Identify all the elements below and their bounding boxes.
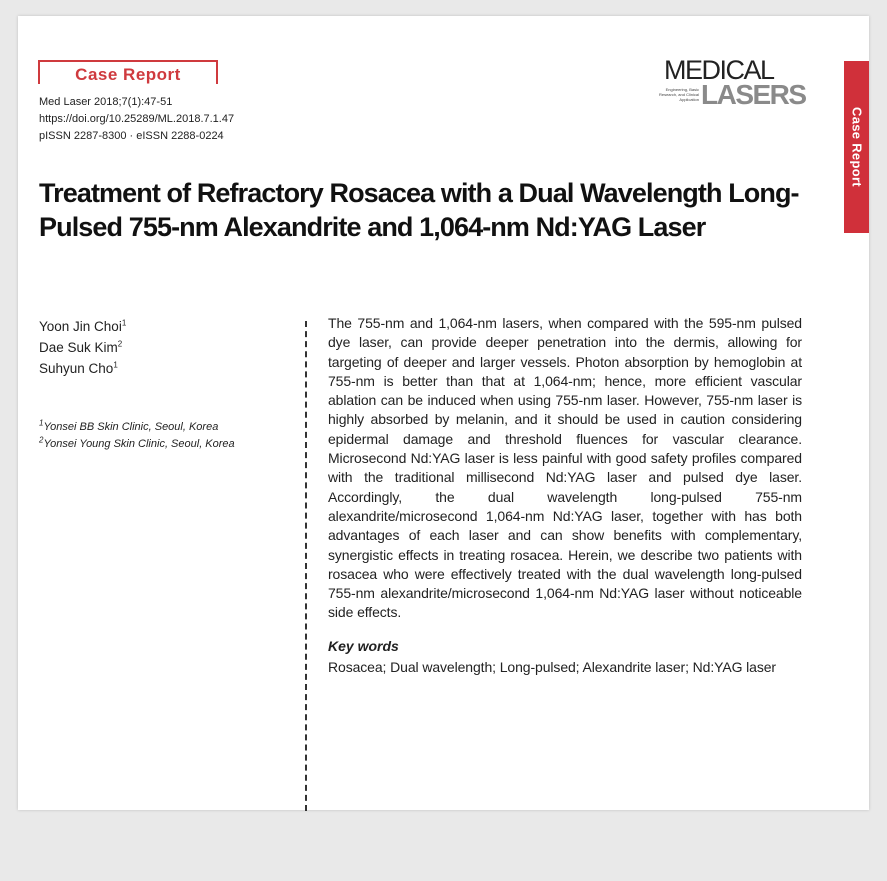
case-report-badge-label: Case Report	[75, 65, 181, 84]
case-report-badge	[38, 60, 218, 84]
issn: pISSN 2287-8300 · eISSN 2288-0224	[39, 130, 224, 142]
journal-logo	[656, 56, 816, 112]
article-title: Treatment of Refractory Rosacea with a Dual Wavelength Long-Pulsed 755-nm Alexandrite and 1,064-nm Nd:YAG Laser	[39, 178, 799, 242]
logo-tagline: Engineering, Basic Research, and Clinical Application	[658, 87, 699, 102]
keywords-text: Rosacea; Dual wavelength; Long-pulsed; Alexandrite laser; Nd:YAG laser	[328, 659, 776, 675]
paper-page	[18, 16, 869, 810]
logo-lasers: LASERS	[701, 79, 806, 110]
affiliation: $^2$Yonsei Young Skin Clinic, Seoul, Korea	[39, 435, 235, 450]
author: Dae Suk Kim$^2$	[39, 339, 123, 355]
abstract-text: The 755-nm and 1,064-nm lasers, when compared with the 595-nm pulsed dye laser, can provide deeper penetration into the dermis, allowing for targeting of deeper and larger vessels. Photon absorption by hemoglobin at 755-nm is better than that at 1,064-nm; hence, more efficient vascular ablation can be induced when using 755-nm laser. However, 755-nm laser is highly absorbed by melanin, and it should be used in caution considering epidermal damage and threshold fluences for vascular clearance. Microsecond Nd:YAG laser is less painful with good safety profiles compared with the traditional millisecond Nd:YAG laser and pulsed dye laser. Accordingly, the dual wavelength long-pulsed 755-nm alexandrite/microsecond 1,064-nm Nd:YAG laser, together with has both advantages of each laser and can show benefits with complementary, synergistic effects in treating rosacea. Herein, we describe two patients with rosacea who were effectively treated with the dual wavelength long-pulsed 755-nm alexandrite/microsecond 1,064-nm Nd:YAG laser without noticeable side effects.	[328, 315, 802, 621]
side-tab	[844, 61, 869, 233]
affiliation: $^1$Yonsei BB Skin Clinic, Seoul, Korea	[39, 418, 219, 433]
author: Yoon Jin Choi$^1$	[39, 318, 127, 334]
logo-medical: MEDICAL	[664, 55, 774, 85]
keywords-heading: Key words	[328, 638, 399, 654]
author: Suhyun Cho$^1$	[39, 360, 118, 376]
affiliation-list	[39, 419, 235, 453]
column-divider	[305, 321, 307, 811]
citation-block	[39, 94, 234, 145]
side-tab-label: Case Report	[849, 107, 864, 187]
doi-link[interactable]: https://doi.org/10.25289/ML.2018.7.1.47	[39, 113, 235, 125]
citation: Med Laser 2018;7(1):47-51	[39, 96, 173, 108]
author-list	[39, 316, 126, 379]
